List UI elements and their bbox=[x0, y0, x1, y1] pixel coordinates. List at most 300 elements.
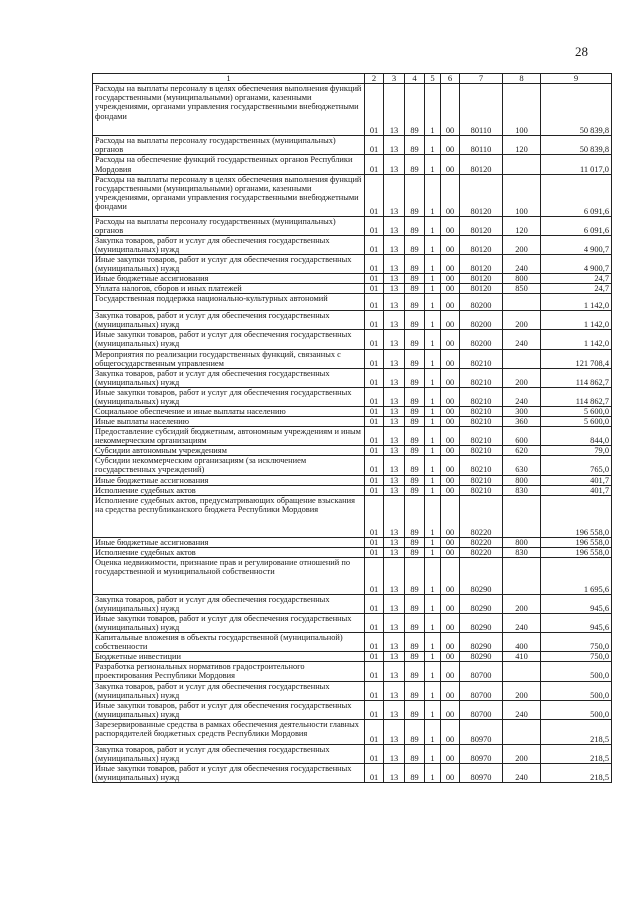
direction-code: 80210 bbox=[460, 427, 503, 446]
event-code: 00 bbox=[441, 547, 460, 557]
expense-type-code bbox=[503, 294, 541, 311]
program-code: 89 bbox=[405, 284, 425, 294]
program-code: 89 bbox=[405, 216, 425, 235]
program-code: 89 bbox=[405, 719, 425, 744]
budget-item-name: Иные бюджетные ассигнования bbox=[93, 475, 365, 485]
subprogram-code: 1 bbox=[425, 284, 441, 294]
section-code: 01 bbox=[365, 475, 384, 485]
program-code: 89 bbox=[405, 349, 425, 368]
direction-code: 80290 bbox=[460, 652, 503, 662]
header-cell-5: 5 bbox=[425, 74, 441, 84]
event-code: 00 bbox=[441, 633, 460, 652]
event-code: 00 bbox=[441, 764, 460, 783]
expense-type-code: 120 bbox=[503, 216, 541, 235]
table-body bbox=[93, 84, 612, 783]
subprogram-code: 1 bbox=[425, 537, 441, 547]
subprogram-code: 1 bbox=[425, 427, 441, 446]
amount: 11 017,0 bbox=[541, 155, 612, 174]
amount: 750,0 bbox=[541, 652, 612, 662]
amount: 6 091,6 bbox=[541, 174, 612, 216]
subsection-code: 13 bbox=[384, 427, 405, 446]
section-code: 01 bbox=[365, 594, 384, 613]
expense-type-code: 200 bbox=[503, 311, 541, 330]
section-code: 01 bbox=[365, 368, 384, 387]
expense-type-code: 200 bbox=[503, 681, 541, 700]
expense-type-code: 800 bbox=[503, 274, 541, 284]
subsection-code: 13 bbox=[384, 594, 405, 613]
expense-type-code: 240 bbox=[503, 614, 541, 633]
table-row bbox=[93, 387, 612, 406]
subsection-code: 13 bbox=[384, 495, 405, 537]
amount: 1 142,0 bbox=[541, 294, 612, 311]
section-code: 01 bbox=[365, 719, 384, 744]
event-code: 00 bbox=[441, 387, 460, 406]
subprogram-code: 1 bbox=[425, 84, 441, 136]
subprogram-code: 1 bbox=[425, 700, 441, 719]
event-code: 00 bbox=[441, 557, 460, 594]
budget-item-name: Исполнение судебных актов bbox=[93, 485, 365, 495]
event-code: 00 bbox=[441, 254, 460, 273]
event-code: 00 bbox=[441, 330, 460, 349]
budget-item-name: Государственная поддержка национально-культурных автономий bbox=[93, 294, 365, 311]
section-code: 01 bbox=[365, 456, 384, 475]
expense-type-code: 400 bbox=[503, 633, 541, 652]
budget-item-name: Закупка товаров, работ и услуг для обеспечения государственных (муниципальных) нужд bbox=[93, 594, 365, 613]
table-row bbox=[93, 446, 612, 456]
table-row bbox=[93, 594, 612, 613]
expense-type-code: 600 bbox=[503, 427, 541, 446]
event-code: 00 bbox=[441, 274, 460, 284]
section-code: 01 bbox=[365, 216, 384, 235]
direction-code: 80120 bbox=[460, 216, 503, 235]
table-row bbox=[93, 368, 612, 387]
program-code: 89 bbox=[405, 274, 425, 284]
expense-type-code: 240 bbox=[503, 254, 541, 273]
budget-item-name: Иные закупки товаров, работ и услуг для обеспечения государственных (муниципальных) нужд bbox=[93, 387, 365, 406]
section-code: 01 bbox=[365, 764, 384, 783]
subprogram-code: 1 bbox=[425, 475, 441, 485]
section-code: 01 bbox=[365, 446, 384, 456]
table-row bbox=[93, 136, 612, 155]
event-code: 00 bbox=[441, 719, 460, 744]
event-code: 00 bbox=[441, 456, 460, 475]
expense-type-code: 830 bbox=[503, 547, 541, 557]
table-row bbox=[93, 633, 612, 652]
table-row bbox=[93, 330, 612, 349]
subsection-code: 13 bbox=[384, 652, 405, 662]
section-code: 01 bbox=[365, 614, 384, 633]
section-code: 01 bbox=[365, 557, 384, 594]
budget-item-name: Расходы на выплаты персоналу государственных (муниципальных) органов bbox=[93, 216, 365, 235]
table-row bbox=[93, 417, 612, 427]
subprogram-code: 1 bbox=[425, 407, 441, 417]
subsection-code: 13 bbox=[384, 744, 405, 763]
subprogram-code: 1 bbox=[425, 744, 441, 763]
amount: 6 091,6 bbox=[541, 216, 612, 235]
amount: 121 708,4 bbox=[541, 349, 612, 368]
amount: 844,0 bbox=[541, 427, 612, 446]
direction-code: 80110 bbox=[460, 136, 503, 155]
budget-item-name: Уплата налогов, сборов и иных платежей bbox=[93, 284, 365, 294]
section-code: 01 bbox=[365, 330, 384, 349]
program-code: 89 bbox=[405, 456, 425, 475]
section-code: 01 bbox=[365, 387, 384, 406]
program-code: 89 bbox=[405, 136, 425, 155]
subsection-code: 13 bbox=[384, 136, 405, 155]
program-code: 89 bbox=[405, 407, 425, 417]
expense-type-code: 240 bbox=[503, 764, 541, 783]
direction-code: 80700 bbox=[460, 700, 503, 719]
subprogram-code: 1 bbox=[425, 254, 441, 273]
direction-code: 80120 bbox=[460, 155, 503, 174]
subsection-code: 13 bbox=[384, 84, 405, 136]
amount: 401,7 bbox=[541, 485, 612, 495]
expense-type-code: 360 bbox=[503, 417, 541, 427]
budget-item-name: Социальное обеспечение и иные выплаты населению bbox=[93, 407, 365, 417]
program-code: 89 bbox=[405, 475, 425, 485]
amount: 218,5 bbox=[541, 744, 612, 763]
subsection-code: 13 bbox=[384, 537, 405, 547]
table-row bbox=[93, 274, 612, 284]
amount: 114 862,7 bbox=[541, 368, 612, 387]
direction-code: 80120 bbox=[460, 284, 503, 294]
budget-item-name: Субсидии некоммерческим организациям (за исключением государственных учреждений) bbox=[93, 456, 365, 475]
header-cell-1: 1 bbox=[93, 74, 365, 84]
amount: 1 142,0 bbox=[541, 330, 612, 349]
event-code: 00 bbox=[441, 485, 460, 495]
section-code: 01 bbox=[365, 294, 384, 311]
subprogram-code: 1 bbox=[425, 662, 441, 681]
expense-type-code bbox=[503, 495, 541, 537]
subsection-code: 13 bbox=[384, 254, 405, 273]
subprogram-code: 1 bbox=[425, 216, 441, 235]
subprogram-code: 1 bbox=[425, 547, 441, 557]
amount: 50 839,8 bbox=[541, 84, 612, 136]
table-row bbox=[93, 537, 612, 547]
direction-code: 80700 bbox=[460, 681, 503, 700]
event-code: 00 bbox=[441, 614, 460, 633]
direction-code: 80120 bbox=[460, 174, 503, 216]
amount: 945,6 bbox=[541, 614, 612, 633]
subprogram-code: 1 bbox=[425, 681, 441, 700]
direction-code: 80210 bbox=[460, 446, 503, 456]
header-row bbox=[93, 74, 612, 84]
table-row bbox=[93, 456, 612, 475]
event-code: 00 bbox=[441, 136, 460, 155]
amount: 114 862,7 bbox=[541, 387, 612, 406]
subprogram-code: 1 bbox=[425, 136, 441, 155]
program-code: 89 bbox=[405, 681, 425, 700]
event-code: 00 bbox=[441, 417, 460, 427]
table-row bbox=[93, 311, 612, 330]
section-code: 01 bbox=[365, 407, 384, 417]
event-code: 00 bbox=[441, 700, 460, 719]
table-row bbox=[93, 681, 612, 700]
program-code: 89 bbox=[405, 594, 425, 613]
program-code: 89 bbox=[405, 485, 425, 495]
direction-code: 80220 bbox=[460, 495, 503, 537]
program-code: 89 bbox=[405, 764, 425, 783]
expense-type-code: 200 bbox=[503, 594, 541, 613]
amount: 765,0 bbox=[541, 456, 612, 475]
amount: 196 558,0 bbox=[541, 537, 612, 547]
budget-item-name: Закупка товаров, работ и услуг для обеспечения государственных (муниципальных) нужд bbox=[93, 368, 365, 387]
subsection-code: 13 bbox=[384, 633, 405, 652]
subprogram-code: 1 bbox=[425, 594, 441, 613]
amount: 24,7 bbox=[541, 274, 612, 284]
budget-item-name: Исполнение судебных актов bbox=[93, 547, 365, 557]
subprogram-code: 1 bbox=[425, 485, 441, 495]
section-code: 01 bbox=[365, 547, 384, 557]
header-cell-9: 9 bbox=[541, 74, 612, 84]
subsection-code: 13 bbox=[384, 155, 405, 174]
subprogram-code: 1 bbox=[425, 719, 441, 744]
subsection-code: 13 bbox=[384, 235, 405, 254]
expense-type-code: 120 bbox=[503, 136, 541, 155]
program-code: 89 bbox=[405, 700, 425, 719]
subsection-code: 13 bbox=[384, 274, 405, 284]
subsection-code: 13 bbox=[384, 311, 405, 330]
table-row bbox=[93, 485, 612, 495]
subsection-code: 13 bbox=[384, 557, 405, 594]
table-row bbox=[93, 700, 612, 719]
subprogram-code: 1 bbox=[425, 155, 441, 174]
subprogram-code: 1 bbox=[425, 495, 441, 537]
amount: 5 600,0 bbox=[541, 417, 612, 427]
subsection-code: 13 bbox=[384, 662, 405, 681]
direction-code: 80210 bbox=[460, 456, 503, 475]
table-row bbox=[93, 235, 612, 254]
program-code: 89 bbox=[405, 311, 425, 330]
amount: 1 695,6 bbox=[541, 557, 612, 594]
direction-code: 80120 bbox=[460, 254, 503, 273]
expense-type-code bbox=[503, 719, 541, 744]
direction-code: 80970 bbox=[460, 744, 503, 763]
section-code: 01 bbox=[365, 495, 384, 537]
header-cell-4: 4 bbox=[405, 74, 425, 84]
subsection-code: 13 bbox=[384, 681, 405, 700]
direction-code: 80210 bbox=[460, 368, 503, 387]
subprogram-code: 1 bbox=[425, 764, 441, 783]
event-code: 00 bbox=[441, 427, 460, 446]
expense-type-code: 240 bbox=[503, 700, 541, 719]
subprogram-code: 1 bbox=[425, 387, 441, 406]
section-code: 01 bbox=[365, 311, 384, 330]
expense-type-code: 850 bbox=[503, 284, 541, 294]
section-code: 01 bbox=[365, 537, 384, 547]
budget-item-name: Иные бюджетные ассигнования bbox=[93, 537, 365, 547]
table-row bbox=[93, 764, 612, 783]
section-code: 01 bbox=[365, 652, 384, 662]
table-row bbox=[93, 662, 612, 681]
subsection-code: 13 bbox=[384, 719, 405, 744]
header-cell-2: 2 bbox=[365, 74, 384, 84]
program-code: 89 bbox=[405, 495, 425, 537]
amount: 5 600,0 bbox=[541, 407, 612, 417]
budget-item-name: Закупка товаров, работ и услуг для обеспечения государственных (муниципальных) нужд bbox=[93, 681, 365, 700]
budget-item-name: Бюджетные инвестиции bbox=[93, 652, 365, 662]
expense-type-code bbox=[503, 349, 541, 368]
program-code: 89 bbox=[405, 557, 425, 594]
budget-item-name: Иные закупки товаров, работ и услуг для обеспечения государственных (муниципальных) нужд bbox=[93, 254, 365, 273]
amount: 218,5 bbox=[541, 764, 612, 783]
event-code: 00 bbox=[441, 216, 460, 235]
budget-item-name: Иные бюджетные ассигнования bbox=[93, 274, 365, 284]
budget-item-name: Закупка товаров, работ и услуг для обеспечения государственных (муниципальных) нужд bbox=[93, 311, 365, 330]
program-code: 89 bbox=[405, 547, 425, 557]
event-code: 00 bbox=[441, 155, 460, 174]
program-code: 89 bbox=[405, 294, 425, 311]
amount: 500,0 bbox=[541, 700, 612, 719]
subsection-code: 13 bbox=[384, 216, 405, 235]
budget-item-name: Иные закупки товаров, работ и услуг для обеспечения государственных (муниципальных) нужд bbox=[93, 614, 365, 633]
amount: 750,0 bbox=[541, 633, 612, 652]
direction-code: 80210 bbox=[460, 475, 503, 485]
subsection-code: 13 bbox=[384, 475, 405, 485]
subprogram-code: 1 bbox=[425, 368, 441, 387]
budget-item-name: Закупка товаров, работ и услуг для обеспечения государственных (муниципальных) нужд bbox=[93, 744, 365, 763]
amount: 401,7 bbox=[541, 475, 612, 485]
direction-code: 80210 bbox=[460, 387, 503, 406]
program-code: 89 bbox=[405, 537, 425, 547]
subprogram-code: 1 bbox=[425, 557, 441, 594]
table-row bbox=[93, 719, 612, 744]
budget-item-name: Мероприятия по реализации государственных функций, связанных с общегосударственным управлением bbox=[93, 349, 365, 368]
event-code: 00 bbox=[441, 311, 460, 330]
expense-type-code: 620 bbox=[503, 446, 541, 456]
direction-code: 80210 bbox=[460, 485, 503, 495]
event-code: 00 bbox=[441, 537, 460, 547]
event-code: 00 bbox=[441, 475, 460, 485]
direction-code: 80700 bbox=[460, 662, 503, 681]
program-code: 89 bbox=[405, 330, 425, 349]
section-code: 01 bbox=[365, 485, 384, 495]
subsection-code: 13 bbox=[384, 368, 405, 387]
expense-type-code: 800 bbox=[503, 475, 541, 485]
header-cell-3: 3 bbox=[384, 74, 405, 84]
subsection-code: 13 bbox=[384, 764, 405, 783]
table-row bbox=[93, 84, 612, 136]
event-code: 00 bbox=[441, 349, 460, 368]
event-code: 00 bbox=[441, 652, 460, 662]
budget-item-name: Предоставление субсидий бюджетным, автономным учреждениям и иным некоммерческим организациям bbox=[93, 427, 365, 446]
event-code: 00 bbox=[441, 174, 460, 216]
amount: 50 839,8 bbox=[541, 136, 612, 155]
header-cell-6: 6 bbox=[441, 74, 460, 84]
table-row bbox=[93, 294, 612, 311]
expense-type-code: 200 bbox=[503, 744, 541, 763]
subsection-code: 13 bbox=[384, 330, 405, 349]
expense-type-code: 410 bbox=[503, 652, 541, 662]
expense-type-code bbox=[503, 662, 541, 681]
amount: 218,5 bbox=[541, 719, 612, 744]
program-code: 89 bbox=[405, 155, 425, 174]
program-code: 89 bbox=[405, 174, 425, 216]
expense-type-code: 100 bbox=[503, 174, 541, 216]
header-cell-7: 7 bbox=[460, 74, 503, 84]
subsection-code: 13 bbox=[384, 387, 405, 406]
table-row bbox=[93, 349, 612, 368]
subprogram-code: 1 bbox=[425, 235, 441, 254]
direction-code: 80220 bbox=[460, 537, 503, 547]
table-row bbox=[93, 614, 612, 633]
program-code: 89 bbox=[405, 744, 425, 763]
subsection-code: 13 bbox=[384, 174, 405, 216]
expense-type-code: 100 bbox=[503, 84, 541, 136]
program-code: 89 bbox=[405, 662, 425, 681]
subprogram-code: 1 bbox=[425, 311, 441, 330]
direction-code: 80200 bbox=[460, 294, 503, 311]
expense-type-code bbox=[503, 155, 541, 174]
subprogram-code: 1 bbox=[425, 349, 441, 368]
direction-code: 80210 bbox=[460, 407, 503, 417]
budget-item-name: Расходы на обеспечение функций государственных органов Республики Мордовия bbox=[93, 155, 365, 174]
subsection-code: 13 bbox=[384, 547, 405, 557]
table-row bbox=[93, 427, 612, 446]
amount: 500,0 bbox=[541, 681, 612, 700]
amount: 4 900,7 bbox=[541, 235, 612, 254]
subprogram-code: 1 bbox=[425, 274, 441, 284]
program-code: 89 bbox=[405, 427, 425, 446]
subsection-code: 13 bbox=[384, 284, 405, 294]
budget-item-name: Иные выплаты населению bbox=[93, 417, 365, 427]
section-code: 01 bbox=[365, 633, 384, 652]
budget-item-name: Исполнение судебных актов, предусматривающих обращение взыскания на средства республиканского бюджета Республики Мордовия bbox=[93, 495, 365, 537]
subsection-code: 13 bbox=[384, 407, 405, 417]
table-row bbox=[93, 652, 612, 662]
budget-item-name: Капитальные вложения в объекты государственной (муниципальной) собственности bbox=[93, 633, 365, 652]
direction-code: 80290 bbox=[460, 633, 503, 652]
budget-item-name: Зарезервированные средства в рамках обеспечения деятельности главных распорядителей бюджетных средств Республики Мордовия bbox=[93, 719, 365, 744]
section-code: 01 bbox=[365, 174, 384, 216]
program-code: 89 bbox=[405, 633, 425, 652]
section-code: 01 bbox=[365, 274, 384, 284]
program-code: 89 bbox=[405, 235, 425, 254]
direction-code: 80120 bbox=[460, 274, 503, 284]
section-code: 01 bbox=[365, 254, 384, 273]
subprogram-code: 1 bbox=[425, 633, 441, 652]
direction-code: 80200 bbox=[460, 330, 503, 349]
budget-item-name: Иные закупки товаров, работ и услуг для обеспечения государственных (муниципальных) нужд bbox=[93, 700, 365, 719]
subsection-code: 13 bbox=[384, 349, 405, 368]
section-code: 01 bbox=[365, 744, 384, 763]
table-row bbox=[93, 407, 612, 417]
budget-item-name: Расходы на выплаты персоналу в целях обеспечения выполнения функций государственными (муниципальными) органами, казенными учреждениями, органами управления государственными внебюджетными фондами bbox=[93, 174, 365, 216]
amount: 24,7 bbox=[541, 284, 612, 294]
subsection-code: 13 bbox=[384, 446, 405, 456]
program-code: 89 bbox=[405, 446, 425, 456]
expense-type-code: 300 bbox=[503, 407, 541, 417]
subprogram-code: 1 bbox=[425, 456, 441, 475]
direction-code: 80210 bbox=[460, 349, 503, 368]
section-code: 01 bbox=[365, 155, 384, 174]
table-row bbox=[93, 155, 612, 174]
budget-item-name: Иные закупки товаров, работ и услуг для обеспечения государственных (муниципальных) нужд bbox=[93, 330, 365, 349]
budget-item-name: Расходы на выплаты персоналу в целях обеспечения выполнения функций государственными (муниципальными) органами, казенными учреждениями, органами управления государственными внебюджетными фондами bbox=[93, 84, 365, 136]
table-row bbox=[93, 254, 612, 273]
table-row bbox=[93, 557, 612, 594]
page-number: 28 bbox=[575, 44, 588, 59]
subsection-code: 13 bbox=[384, 700, 405, 719]
header-cell-8: 8 bbox=[503, 74, 541, 84]
table-row bbox=[93, 174, 612, 216]
subsection-code: 13 bbox=[384, 294, 405, 311]
event-code: 00 bbox=[441, 235, 460, 254]
table-row bbox=[93, 216, 612, 235]
direction-code: 80290 bbox=[460, 594, 503, 613]
program-code: 89 bbox=[405, 84, 425, 136]
expense-type-code: 240 bbox=[503, 387, 541, 406]
